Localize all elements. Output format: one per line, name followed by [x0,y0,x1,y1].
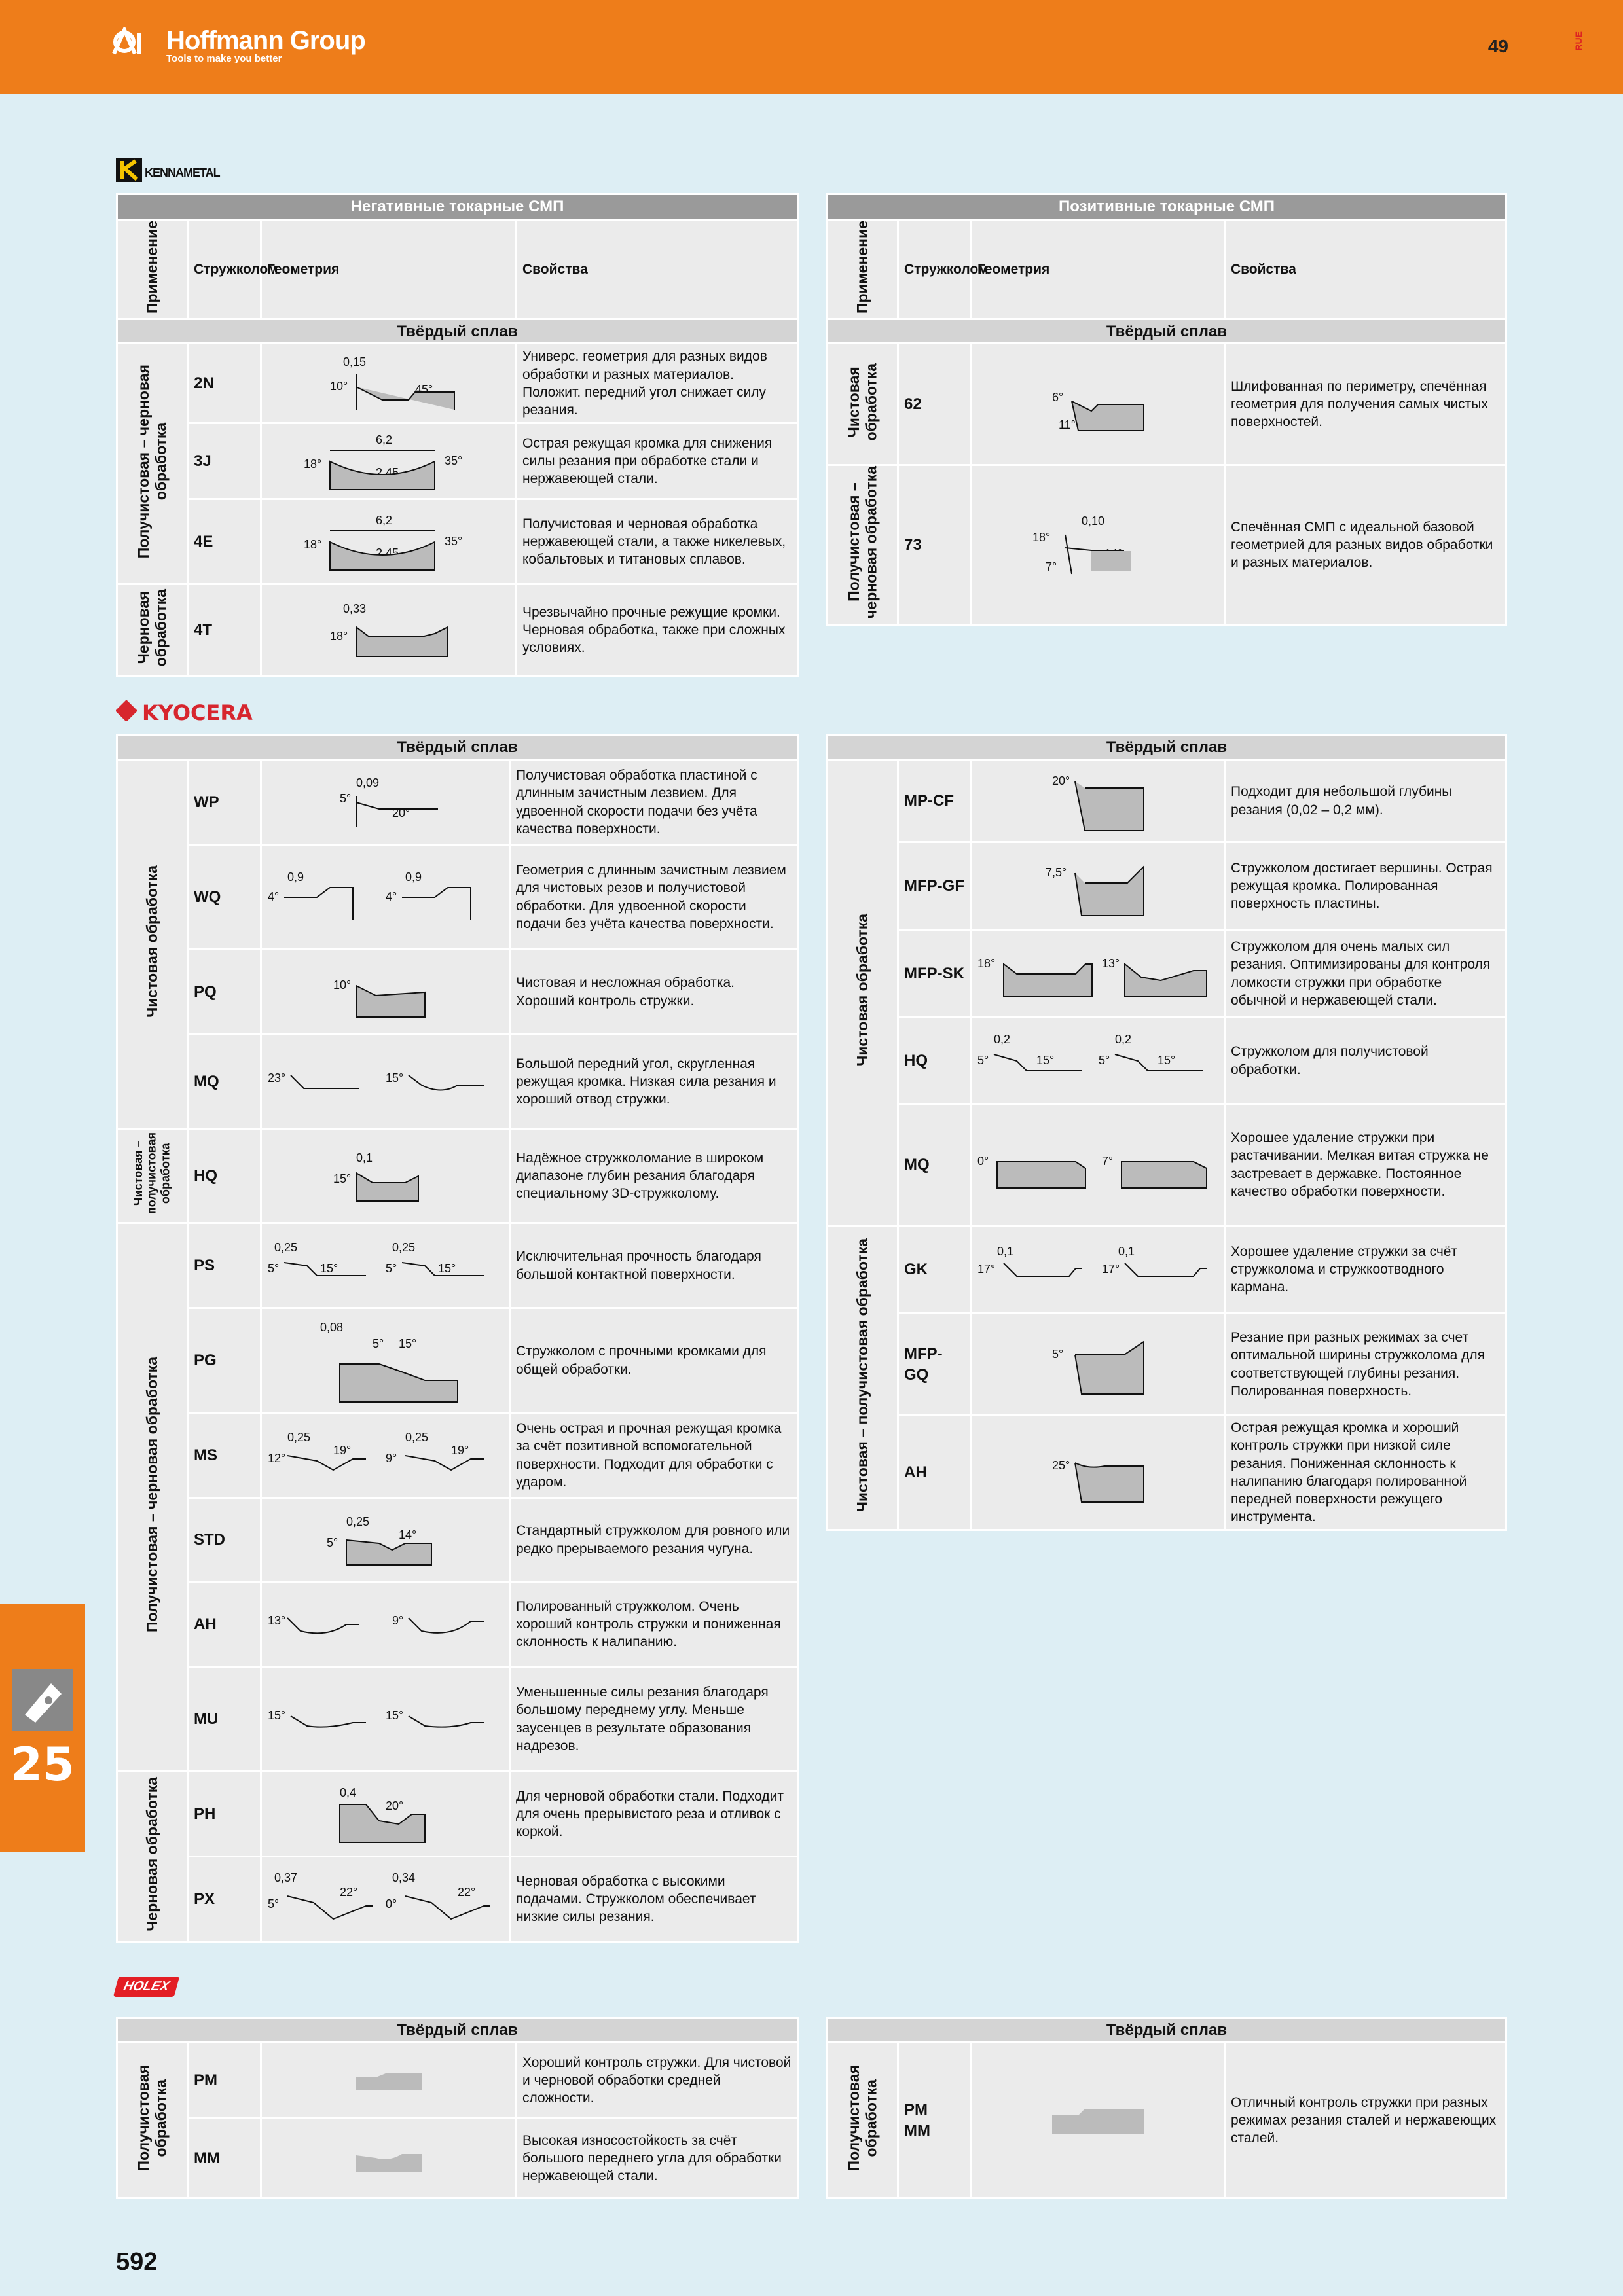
svg-text:5°: 5° [372,1336,384,1350]
geometry-profile [314,1785,458,1844]
svg-text:20°: 20° [1052,774,1070,787]
chipbreaker-code: PQ [188,950,261,1035]
svg-text:14°: 14° [398,1528,416,1541]
hoffmann-logo-icon [111,27,155,56]
properties-text: Получистовая обработка пластиной с длинным зачистным лезвием. Для удвоенной скорости подачи без учёта качества поверхности. [510,760,798,845]
kyocera-right-table [826,734,1507,1531]
svg-text:2,45: 2,45 [375,546,399,560]
application-label: Чистовая обработка [143,865,161,1018]
geometry-cell [261,2043,517,2119]
chipbreaker-code: 62 [898,344,972,465]
svg-text:0,1: 0,1 [356,1151,373,1164]
properties-text: Хорошее удаление стружки при растачивании. Мелкая витая стружка не застревает в державке. Постоянное качество обработки поверхности. [1225,1104,1506,1226]
geometry-profile [977,1244,1226,1296]
svg-text:4°: 4° [267,889,279,903]
material-label: Твёрдый сплав [117,736,798,760]
properties-text: Уменьшенные силы резания благодаря большому переднему углу. Меньше заусенцев в результате образования надрезов. [510,1667,798,1772]
geometry-cell [261,1308,510,1413]
turning-insert-icon [12,1669,73,1731]
properties-text: Острая режущая кромка для снижения силы резания при обработке стали и нержавеющей стали. [517,423,798,499]
svg-text:25°: 25° [1052,1458,1070,1472]
application-label: Чистовая обработка [845,363,880,441]
svg-text:0,1: 0,1 [997,1244,1014,1258]
holex-logo [116,1977,177,1997]
svg-text:5°: 5° [267,1897,279,1910]
chipbreaker-code: AH [188,1582,261,1667]
geometry-profile [1026,853,1170,919]
chipbreaker-code: MQ [898,1104,972,1226]
svg-text:0°: 0° [977,1154,989,1168]
kyocera-name: KYOCERA [142,700,253,725]
svg-text:0,25: 0,25 [346,1515,369,1528]
svg-text:0,1: 0,1 [1118,1244,1135,1258]
chipbreaker-code: HQ [188,1129,261,1223]
svg-text:0,25: 0,25 [287,1430,310,1444]
svg-text:15°: 15° [267,1708,285,1722]
geometry-profile [268,1693,503,1746]
svg-text:5°: 5° [339,791,351,805]
chipbreaker-code: WQ [188,845,261,950]
geometry-cell [261,584,517,676]
chipbreaker-code: PM MM [898,2043,972,2198]
application-label: Получистовая – черновая обработка [143,1357,161,1633]
geometry-profile [1026,768,1170,834]
geometry-cell [261,950,510,1035]
kennametal-positive-table [826,193,1507,626]
properties-text: Острая режущая кромка и хороший контроль стружки при низкой силе резания. Пониженная склонность к налипанию благодаря полированной передней поверхности режущего инструмента. [1225,1416,1506,1530]
svg-text:5°: 5° [267,1261,279,1275]
svg-text:6°: 6° [1052,390,1064,404]
table-title: Позитивные токарные СМП [828,194,1506,220]
svg-text:18°: 18° [303,537,321,551]
properties-text: Геометрия с длинным зачистным лезвием для чистовых резов и получистовой обработки. Для удвоенной скорости подачи без учёта качества поверхности. [510,845,798,950]
application-label: Получистовая обработка [845,2064,880,2172]
svg-text:18°: 18° [977,956,996,970]
svg-text:17°: 17° [1102,1262,1120,1276]
svg-text:0,10: 0,10 [1082,514,1105,528]
svg-text:5°: 5° [326,1535,338,1549]
chapter-number: 25 [10,1738,75,1791]
svg-text:5°: 5° [1052,1347,1064,1361]
svg-text:0,2: 0,2 [994,1032,1011,1046]
svg-text:15°: 15° [1036,1053,1055,1067]
geometry-profile [268,1870,503,1929]
svg-text:15°: 15° [319,1261,338,1275]
svg-text:35°: 35° [444,534,462,548]
svg-text:17°: 17° [977,1262,996,1276]
svg-text:7°: 7° [1102,1154,1114,1168]
geometry-cell [972,1226,1225,1314]
geometry-profile [350,2142,428,2175]
svg-text:22°: 22° [457,1885,475,1899]
material-label: Твёрдый сплав [117,2018,798,2043]
material-label: Твёрдый сплав [828,2018,1506,2043]
properties-text: Черновая обработка с высокими подачами. Стружколом обеспечивает низкие силы резания. [510,1857,798,1942]
geometry-cell [261,423,517,499]
svg-text:13°: 13° [1102,956,1120,970]
properties-text: Стружколом для получистовой обработки. [1225,1018,1506,1104]
properties-text: Большой передний угол, скругленная режущая кромка. Низкая сила резания и хороший отвод стружки. [510,1035,798,1129]
svg-text:45°: 45° [414,382,433,396]
geometry-cell [972,2043,1225,2198]
properties-text: Стружколом с прочными кромками для общей обработки. [510,1308,798,1413]
svg-text:23°: 23° [267,1071,285,1085]
svg-text:0,25: 0,25 [274,1240,297,1254]
geometry-profile [317,601,461,660]
col-properties: Свойства [1225,220,1506,319]
application-label: Черновая обработка [135,589,170,667]
material-label: Твёрдый сплав [828,319,1506,344]
chipbreaker-code: 4T [188,584,261,676]
properties-text: Спечённая СМП с идеальной базовой геометрией для разных видов обработки и разных материалов. [1225,465,1506,624]
svg-text:15°: 15° [385,1708,403,1722]
brand-logo [111,26,365,64]
chipbreaker-code: PS [188,1223,261,1308]
properties-text: Надёжное стружколомание в широком диапазоне глубин резания благодаря специальному 3D-стружколому. [510,1129,798,1223]
svg-text:5°: 5° [385,1261,397,1275]
svg-text:7°: 7° [1046,560,1057,574]
svg-text:6,2: 6,2 [375,433,392,446]
svg-text:18°: 18° [303,457,321,471]
properties-text: Получистовая и черновая обработка нержавеющей стали, а также никелевых, кобальтовых и титановых сплавов. [517,499,798,584]
geometry-cell [972,465,1225,624]
chipbreaker-code: PG [188,1308,261,1413]
chipbreaker-code: PX [188,1857,261,1942]
holex-right-table [826,2017,1507,2199]
material-label: Твёрдый сплав [828,736,1506,760]
properties-text: Чрезвычайно прочные режущие кромки. Черновая обработка, также при сложных условиях. [517,584,798,676]
geometry-profile [977,944,1226,1003]
svg-text:15°: 15° [1158,1053,1176,1067]
svg-text:19°: 19° [333,1443,351,1457]
properties-text: Исключительная прочность благодаря большой контактной поверхности. [510,1223,798,1308]
holex-name: HOLEX [122,1979,171,1994]
properties-text: Стружколом достигает вершины. Острая режущая кромка. Полированная поверхность пластины. [1225,842,1506,930]
application-label: Получистовая – черновая обработка [135,365,170,559]
chipbreaker-code: 4E [188,499,261,584]
properties-text: Универс. геометрия для разных видов обработки и разных материалов. Положит. передний угол снижает силу резания. [517,344,798,423]
geometry-cell [261,499,517,584]
svg-text:15°: 15° [385,1071,403,1085]
properties-text: Для черновой обработки стали. Подходит для очень прерывистого реза и отливок с коркой. [510,1772,798,1857]
geometry-profile [320,776,451,829]
properties-text: Очень острая и прочная режущая кромка за счёт позитивной вспомогательной поверхности. Подходит для обработки с ударом. [510,1413,798,1498]
material-label: Твёрдый сплав [117,319,798,344]
geometry-profile [320,966,451,1018]
chapter-tab [0,1604,85,1852]
svg-text:0,09: 0,09 [356,776,379,789]
geometry-cell [972,930,1225,1018]
svg-text:9°: 9° [392,1613,403,1627]
chipbreaker-code: MM [188,2119,261,2198]
col-chipbreaker: Стружколом [188,220,261,319]
chipbreaker-code: PH [188,1772,261,1857]
svg-text:20°: 20° [385,1799,403,1812]
svg-text:9°: 9° [385,1451,397,1465]
chipbreaker-code: MFP-SK [898,930,972,1018]
geometry-cell [972,1314,1225,1416]
geometry-cell [261,1223,510,1308]
chipbreaker-code: 3J [188,423,261,499]
geometry-profile [1026,1332,1170,1397]
header-bar [0,0,1623,94]
svg-text:4°: 4° [385,889,397,903]
geometry-profile [268,1240,503,1292]
chipbreaker-code: WP [188,760,261,845]
application-label: Черновая обработка [143,1776,161,1931]
brand-tagline: Tools to make you better [166,53,282,64]
svg-text:35°: 35° [444,454,462,467]
svg-text:15°: 15° [437,1261,456,1275]
svg-text:2,45: 2,45 [375,465,399,479]
geometry-profile [320,1514,451,1566]
geometry-cell [972,344,1225,465]
brand-name: Hoffmann Group [166,26,365,55]
table-title: Негативные токарные СМП [117,194,798,220]
svg-text:0,9: 0,9 [287,870,304,884]
geometry-profile [350,2064,428,2097]
svg-text:0,33: 0,33 [342,601,366,615]
geometry-cell [261,1035,510,1129]
chipbreaker-code: GK [898,1226,972,1314]
svg-text:0,08: 0,08 [319,1320,343,1334]
chipbreaker-code: MFP-GF [898,842,972,930]
geometry-profile [268,1429,503,1482]
geometry-profile [268,1598,503,1651]
svg-text:18°: 18° [329,629,348,643]
geometry-profile [304,432,474,491]
properties-text: Стандартный стружколом для ровного или редко прерываемого резания чугуна. [510,1498,798,1582]
svg-text:13°: 13° [267,1613,285,1627]
col-application: Применение [143,221,161,314]
geometry-profile [268,868,503,927]
geometry-cell [261,1582,510,1667]
chipbreaker-code: 73 [898,465,972,624]
application-label: Чистовая обработка [854,914,871,1067]
properties-text: Подходит для небольшой глубины резания (0,02 – 0,2 мм). [1225,760,1506,842]
svg-text:22°: 22° [339,1885,357,1899]
chipbreaker-code: MQ [188,1035,261,1129]
properties-text: Резание при разных режимах за счет оптимальной ширины стружколома для соответствующей глубины резания. Полированная поверхность. [1225,1314,1506,1416]
geometry-cell [261,1129,510,1223]
geometry-cell [972,1416,1225,1530]
svg-text:15°: 15° [333,1172,351,1185]
svg-text:0,34: 0,34 [392,1871,415,1884]
geometry-profile [977,1139,1226,1191]
application-label: Чистовая – получистовая обработка [132,1132,172,1215]
geometry-profile [301,1318,471,1403]
geometry-cell [972,760,1225,842]
geometry-cell [261,1772,510,1857]
application-label: Получистовая – черновая обработка [845,466,880,619]
kyocera-left-table [116,734,799,1943]
page-number: 49 [1487,36,1508,56]
geometry-cell [972,1018,1225,1104]
svg-text:7,5°: 7,5° [1046,865,1067,879]
properties-text: Стружколом для очень малых сил резания. Оптимизированы для контроля ломкости стружки при обработке обычной и нержавеющей стали. [1225,930,1506,1018]
geometry-profile [1026,375,1170,434]
holex-left-table [116,2017,799,2199]
svg-text:5°: 5° [977,1053,989,1067]
svg-text:0,4: 0,4 [339,1785,356,1799]
properties-text: Хорошее удаление стружки за счёт стружколома и стружкоотводного кармана. [1225,1226,1506,1314]
properties-text: Шлифованная по периметру, спечённая геометрия для получения самых чистых поверхностей. [1225,344,1506,465]
svg-text:20°: 20° [392,806,410,819]
geometry-profile [1026,1440,1170,1505]
chipbreaker-code: 2N [188,344,261,423]
geometry-cell [261,760,510,845]
svg-text:18°: 18° [1032,531,1051,545]
kyocera-logo [116,700,253,725]
svg-text:0,25: 0,25 [392,1240,415,1254]
chipbreaker-code: STD [188,1498,261,1582]
geometry-profile [304,512,474,571]
svg-text:11°: 11° [1059,418,1076,431]
geometry-profile [268,1056,503,1108]
svg-text:0,9: 0,9 [405,870,422,884]
application-label: Чистовая – получистовая обработка [854,1238,871,1513]
properties-text: Отличный контроль стружки при разных режимах резания сталей и нержавеющих сталей. [1225,2043,1506,2198]
kennametal-negative-table [116,193,799,677]
geometry-profile [317,354,461,413]
svg-text:10°: 10° [329,379,348,393]
geometry-cell [261,1667,510,1772]
svg-text:12°: 12° [267,1451,285,1465]
col-chipbreaker: Стружколом [898,220,972,319]
svg-text:15°: 15° [398,1336,416,1350]
chipbreaker-code: AH [898,1416,972,1530]
kennametal-name: KENNAMETAL [145,166,220,179]
col-properties: Свойства [517,220,798,319]
svg-text:10°: 10° [333,978,351,992]
geometry-cell [261,1413,510,1498]
properties-text: Хороший контроль стружки. Для чистовой и черновой обработки средней сложности. [517,2043,798,2119]
application-label: Получистовая обработка [135,2064,170,2172]
kyocera-mark-icon [116,700,137,721]
svg-text:0,15: 0,15 [342,355,366,368]
geometry-cell [261,1498,510,1582]
chipbreaker-code: HQ [898,1018,972,1104]
geometry-cell [261,845,510,950]
chipbreaker-code: MU [188,1667,261,1772]
properties-text: Высокая износостойкость за счёт большого переднего угла для обработки нержавеющей стали. [517,2119,798,2198]
col-geometry: Геометрия [261,220,517,319]
geometry-profile [320,1150,451,1202]
kennametal-k-icon [116,158,142,182]
geometry-profile [977,1031,1226,1090]
svg-text:0°: 0° [385,1897,397,1910]
language-code: RUE [1573,31,1584,51]
chipbreaker-code: MP-CF [898,760,972,842]
geometry-profile [1026,512,1170,577]
geometry-cell [261,344,517,423]
svg-text:6,2: 6,2 [375,513,392,527]
svg-text:5°: 5° [1099,1053,1110,1067]
svg-text:0,37: 0,37 [274,1871,297,1884]
svg-text:0,25: 0,25 [405,1430,428,1444]
chipbreaker-code: MFP-GQ [898,1314,972,1416]
properties-text: Полированный стружколом. Очень хороший контроль стружки и пониженная склонность к налипанию. [510,1582,798,1667]
col-geometry: Геометрия [972,220,1225,319]
geometry-cell [972,1104,1225,1226]
geometry-cell [261,2119,517,2198]
geometry-cell [972,842,1225,930]
properties-text: Чистовая и несложная обработка. Хороший контроль стружки. [510,950,798,1035]
footer-page-number: 592 [116,2248,158,2276]
chipbreaker-code: MS [188,1413,261,1498]
col-application: Применение [854,221,871,314]
svg-text:19°: 19° [450,1443,469,1457]
geometry-profile [1046,2101,1150,2140]
kennametal-logo [116,158,220,185]
geometry-cell [261,1857,510,1942]
chipbreaker-code: PM [188,2043,261,2119]
svg-text:0,2: 0,2 [1115,1032,1132,1046]
